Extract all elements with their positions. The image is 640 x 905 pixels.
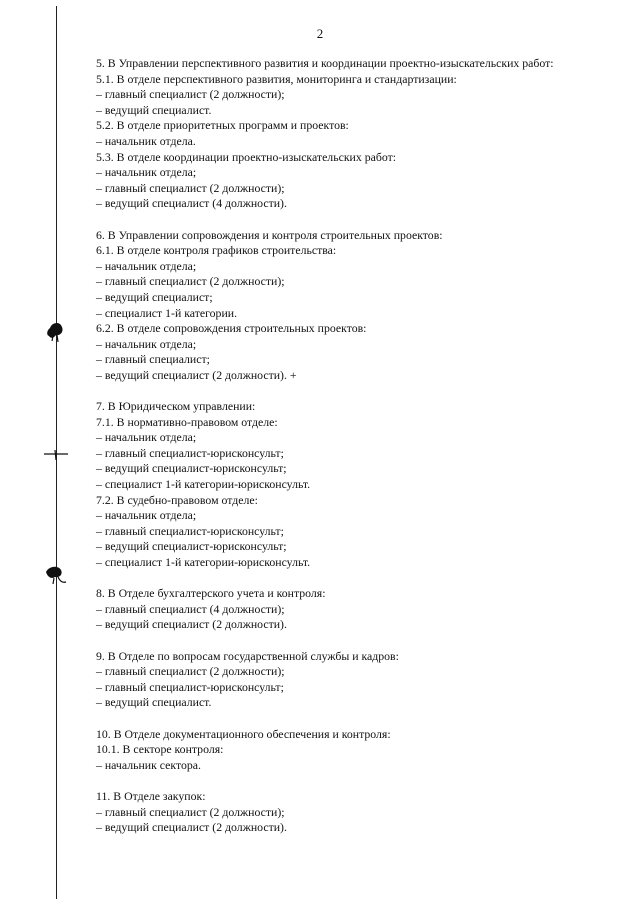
position-item: – главный специалист-юрисконсульт;: [96, 445, 284, 460]
subsection-heading: 5.2. В отделе приоритетных программ и проектов:: [96, 118, 349, 133]
section-heading: 5. В Управлении перспективного развития и координации проектно-изыскательских работ:: [96, 56, 554, 70]
position-item: – главный специалист (2 должности);: [96, 804, 285, 819]
subsection-heading: 7.2. В судебно-правовом отделе:: [96, 492, 258, 507]
position-item: – главный специалист (2 должности);: [96, 87, 285, 102]
ink-mark-lower: [36, 560, 76, 590]
ink-mark-upper: [36, 318, 76, 348]
position-item: – главный специалист;: [96, 352, 210, 367]
section-heading: 6. В Управлении сопровождения и контроля строительных проектов:: [96, 227, 443, 242]
position-item: – главный специалист-юрисконсульт;: [96, 679, 284, 694]
position-item: – ведущий специалист (2 должности).: [96, 617, 287, 632]
position-item: – начальник сектора.: [96, 757, 201, 772]
section-11: [96, 789, 586, 836]
section-heading: 8. В Отделе бухгалтерского учета и контроля:: [96, 586, 326, 601]
page-number: 2: [316, 26, 324, 41]
section-heading: 10. В Отделе документационного обеспечения и контроля:: [96, 726, 391, 741]
position-item: – ведущий специалист;: [96, 289, 213, 304]
position-item: – начальник отдела;: [96, 508, 197, 523]
subsection-heading: 6.1. В отделе контроля графиков строительства:: [96, 243, 337, 258]
subsection-heading: 5.1. В отделе перспективного развития, мониторинга и стандартизации:: [96, 71, 457, 86]
position-item: – главный специалист (2 должности);: [96, 664, 285, 679]
position-item: – начальник отдела;: [96, 165, 197, 180]
position-item: – ведущий специалист-юрисконсульт;: [96, 461, 287, 476]
section-heading: 9. В Отделе по вопросам государственной службы и кадров:: [96, 648, 399, 663]
section-10: [96, 727, 586, 774]
position-item: – ведущий специалист.: [96, 102, 212, 117]
position-item: – начальник отдела;: [96, 430, 197, 445]
subsection-heading: 5.3. В отделе координации проектно-изыскательских работ:: [96, 149, 397, 164]
section-heading: 7. В Юридическом управлении:: [96, 399, 256, 414]
position-item: – ведущий специалист (2 должности). +: [96, 367, 297, 382]
position-item: – ведущий специалист-юрисконсульт;: [96, 539, 287, 554]
section-9: [96, 649, 586, 711]
position-item: – главный специалист (2 должности);: [96, 180, 285, 195]
subsection-heading: 10.1. В секторе контроля:: [96, 742, 224, 757]
section-6: [96, 228, 586, 384]
binding-thread-mark: [36, 442, 76, 472]
position-item: – ведущий специалист (4 должности).: [96, 196, 287, 211]
subsection-heading: 6.2. В отделе сопровождения строительных проектов:: [96, 321, 367, 336]
document-body: [96, 56, 586, 836]
position-item: – начальник отдела;: [96, 336, 197, 351]
subsection-heading: 7.1. В нормативно-правовом отделе:: [96, 414, 278, 429]
section-7: [96, 399, 586, 571]
position-item: – начальник отдела;: [96, 258, 197, 273]
position-item: – начальник отдела.: [96, 133, 196, 148]
section-heading: 11. В Отделе закупок:: [96, 788, 206, 803]
position-item: – ведущий специалист (2 должности).: [96, 820, 287, 835]
position-item: – главный специалист-юрисконсульт;: [96, 523, 284, 538]
position-item: – специалист 1-й категории-юрисконсульт.: [96, 477, 311, 492]
position-item: – главный специалист (4 должности);: [96, 601, 285, 616]
position-item: – главный специалист (2 должности);: [96, 274, 285, 289]
section-8: [96, 586, 586, 633]
position-item: – специалист 1-й категории.: [96, 305, 238, 320]
position-item: – специалист 1-й категории-юрисконсульт.: [96, 555, 311, 569]
section-5: [96, 56, 586, 212]
position-item: – ведущий специалист.: [96, 695, 212, 710]
